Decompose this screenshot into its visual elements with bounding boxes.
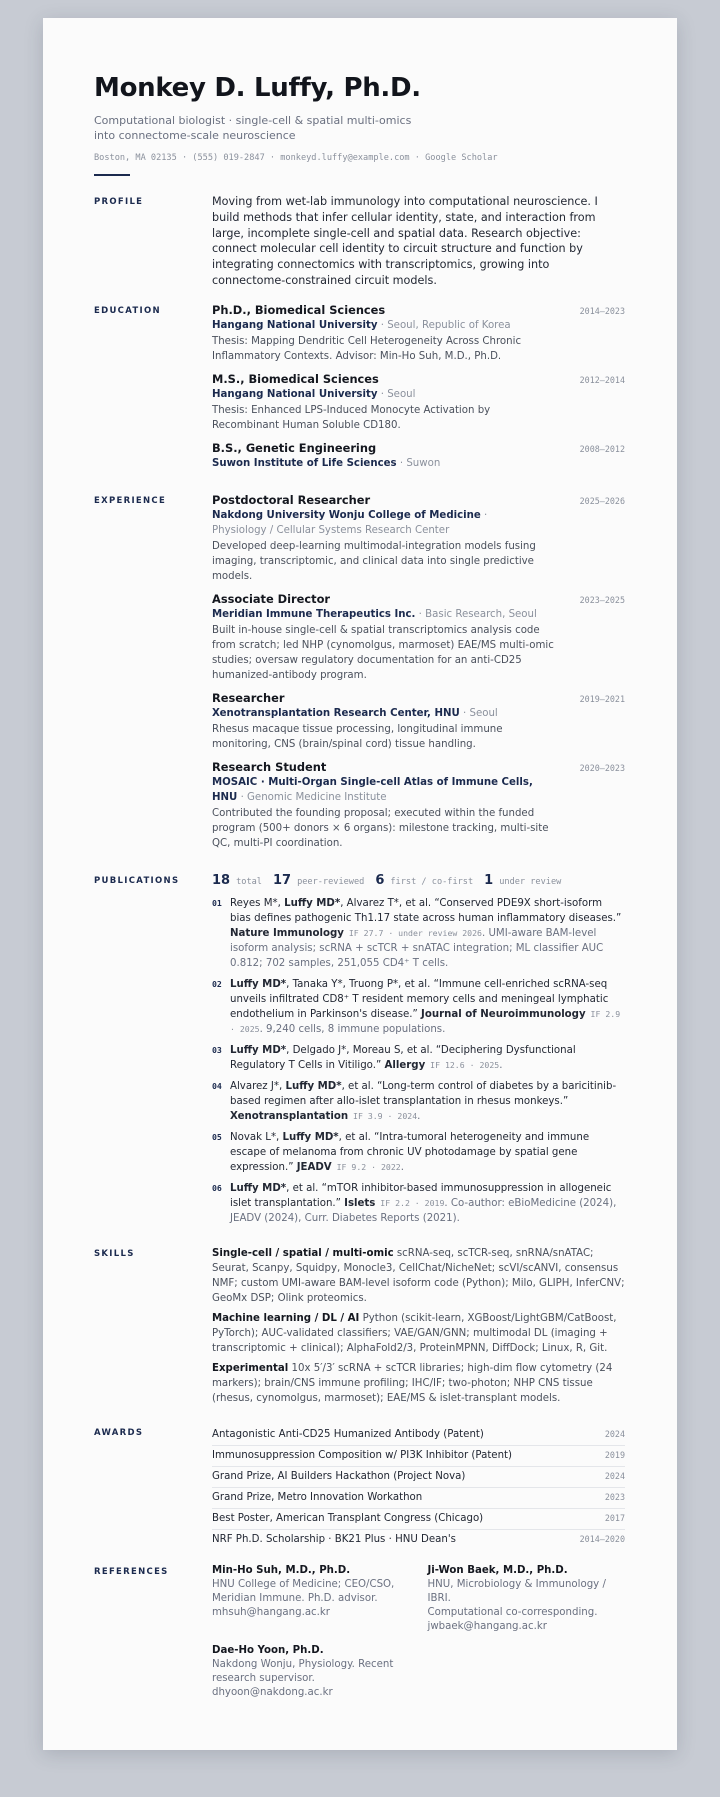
award-name: NRF Ph.D. Scholarship · BK21 Plus · HNU Dean's: [212, 1533, 456, 1545]
citation: , et al. “Long-term control of diabetes by a baricitinib-based regimen after allo-islet transplantation in rhesus monkeys.”: [230, 1080, 617, 1107]
entry-title: M.S., Biomedical Sciences: [212, 371, 379, 386]
publications-section: [94, 873, 625, 1232]
entry-location: · Physiology / Cellular Systems Research Center: [212, 509, 488, 536]
publication-item: [212, 1043, 625, 1073]
journal: Xenotransplantation: [230, 1110, 349, 1122]
entry-title: B.S., Genetic Engineering: [212, 440, 377, 455]
self-author: Luffy MD*: [282, 1131, 339, 1143]
reference-email: jwbaek@hangang.ac.kr: [427, 1620, 547, 1632]
entry-date: 2008–2012: [579, 443, 625, 454]
experience-entry: [212, 691, 625, 752]
publication-number: 04: [212, 1080, 222, 1091]
entry-description: Developed deep-learning multimodal-integration models fusing imaging, transcriptomic, and clinical data into single predictive models.: [212, 540, 536, 582]
reference-name: Min-Ho Suh, M.D., Ph.D.: [212, 1564, 351, 1576]
entry-date: 2019–2021: [579, 693, 625, 704]
entry-description: Contributed the founding proposal; executed within the funded program (500+ donors × 6 organs): milestone tracking, multi-site QC, multi-PI coordination.: [212, 807, 549, 849]
publication-meta: IF 3.9 · 2024: [348, 1110, 418, 1121]
stat-number: 18: [212, 872, 231, 888]
entry-date: 2025–2026: [579, 495, 625, 506]
award-name: Immunosuppression Composition w/ PI3K Inhibitor (Patent): [212, 1449, 513, 1461]
entry-org: Meridian Immune Therapeutics Inc.: [212, 608, 416, 620]
publication-number: 05: [212, 1131, 222, 1142]
reference-card: [428, 1564, 626, 1634]
reference-role: research supervisor.: [212, 1672, 315, 1684]
stat-number: 1: [484, 872, 494, 888]
education-section: [94, 303, 625, 479]
resume-page: [43, 18, 677, 1750]
citation: , et al. “mTOR inhibitor-based immunosuppression in allogeneic islet transplantation.”: [230, 1182, 612, 1209]
reference-role: Computational co-corresponding.: [427, 1606, 598, 1618]
publication-number: 06: [212, 1182, 222, 1193]
reference-card: [212, 1564, 410, 1634]
publication-meta: IF 2.9 · 2025: [230, 1008, 621, 1034]
reference-name: Dae-Ho Yoon, Ph.D.: [212, 1644, 324, 1656]
self-author: Luffy MD*: [230, 1182, 287, 1194]
reference-name: Ji-Won Baek, M.D., Ph.D.: [427, 1564, 568, 1576]
profile-section: [94, 194, 625, 289]
entry-location: · Seoul: [377, 388, 416, 400]
publication-number: 03: [212, 1044, 222, 1055]
publication-note: . Co-author: eBioMedicine (2024), JEADV (2024), Curr. Diabetes Reports (2021).: [230, 1197, 617, 1224]
publication-item: [212, 1079, 625, 1124]
award-name: Best Poster, American Transplant Congress (Chicago): [212, 1512, 484, 1524]
education-entry: [212, 372, 625, 433]
publication-number: 02: [212, 978, 222, 989]
entry-title: Postdoctoral Researcher: [212, 492, 371, 507]
reference-role: Meridian Immune. Ph.D. advisor.: [212, 1592, 378, 1604]
experience-entry: [212, 592, 625, 683]
award-item: [212, 1488, 625, 1509]
stat-label: under review: [499, 876, 562, 887]
skill-heading: Experimental: [212, 1362, 289, 1374]
entry-description: Built in-house single-cell & spatial transcriptomics analysis code from scratch; led NHP (cynomolgus, marmoset) EAE/MS multi-omic studies; oversaw regulatory documentation for an anti-CD25 humanized-antibody program.: [212, 624, 554, 681]
entry-date: 2023–2025: [579, 594, 625, 605]
reference-card: [212, 1644, 410, 1700]
award-name: Grand Prize, AI Builders Hackathon (Project Nova): [212, 1470, 466, 1482]
entry-location: · Basic Research, Seoul: [415, 608, 537, 620]
entry-location: · Genomic Medicine Institute: [237, 791, 387, 803]
publication-item: [212, 1130, 625, 1175]
entry-location: · Seoul: [459, 707, 498, 719]
entry-location: · Suwon: [396, 457, 441, 469]
section-label: PROFILE: [94, 197, 144, 207]
authors: Alvarez J*,: [230, 1080, 286, 1092]
stat-number: 6: [375, 872, 385, 888]
award-year: 2024: [604, 1428, 625, 1439]
publication-note: .: [417, 1110, 421, 1122]
reference-email: mhsuh@hangang.ac.kr: [212, 1606, 330, 1618]
skill-group: [212, 1311, 625, 1356]
experience-entry: [212, 760, 625, 851]
publication-meta: IF 2.2 · 2019: [375, 1197, 445, 1208]
award-year: 2019: [604, 1449, 625, 1460]
profile-text: Moving from wet-lab immunology into computational neuroscience. I build methods that infer cellular identity, state, and interaction from large, incomplete single-cell and spatial data. Research objective: connect molecular cell identity to circuit structure and function by integrating connectomics with transcriptomics, growing into connectome-constrained circuit models.: [212, 195, 598, 287]
publication-item: [212, 1181, 625, 1226]
publication-item: [212, 977, 625, 1037]
publication-note: .: [400, 1161, 404, 1173]
skill-text: scRNA-seq, scTCR-seq, snRNA/snATAC; Seurat, Scanpy, Squidpy, Monocle3, CellChat/NicheNet; scVI/scANVI, consensus NMF; custom UMI-aware BAM-level isoform code (Python); Milo, GLIPH, InferCNV; GeoMx DSP; Olink proteomics.: [212, 1247, 625, 1304]
experience-entry: [212, 493, 625, 584]
entry-description: Thesis: Mapping Dendritic Cell Heterogeneity Across Chronic Inflammatory Contexts. Advisor: Min-Ho Suh, M.D., Ph.D.: [212, 335, 522, 362]
citation: , Delgado J*, Moreau S, et al. “Deciphering Dysfunctional Regulatory T Cells in Vitiligo.”: [230, 1044, 576, 1071]
skill-heading: Machine learning / DL / AI: [212, 1312, 360, 1324]
skill-heading: Single-cell / spatial / multi-omic: [212, 1247, 394, 1259]
self-author: Luffy MD*: [230, 1044, 287, 1056]
entry-org: MOSAIC · Multi-Organ Single-cell Atlas of Immune Cells, HNU: [212, 776, 533, 803]
candidate-name: Monkey D. Luffy, Ph.D.: [94, 73, 421, 103]
entry-location: · Seoul, Republic of Korea: [377, 319, 511, 331]
journal: Allergy: [384, 1059, 426, 1071]
journal: Journal of Neuroimmunology: [421, 1008, 586, 1020]
journal: Nature Immunology: [230, 927, 344, 939]
publication-item: [212, 896, 625, 971]
award-year: 2024: [604, 1470, 625, 1481]
entry-description: Rhesus macaque tissue processing, longitudinal immune monitoring, CNS (brain/spinal cord) tissue handling.: [212, 723, 503, 750]
authors: Novak L*,: [230, 1131, 283, 1143]
award-name: Antagonistic Anti-CD25 Humanized Antibody (Patent): [212, 1428, 484, 1440]
reference-affiliation: Nakdong Wonju, Physiology. Recent: [212, 1658, 394, 1670]
section-label: PUBLICATIONS: [94, 875, 180, 886]
entry-org: Suwon Institute of Life Sciences: [212, 457, 397, 469]
education-entry: [212, 303, 625, 364]
award-item: [212, 1530, 625, 1550]
reference-email: dhyoon@nakdong.ac.kr: [212, 1686, 333, 1698]
entry-title: Research Student: [212, 759, 327, 774]
entry-description: Thesis: Enhanced LPS-Induced Monocyte Activation by Recombinant Human Soluble CD180.: [212, 404, 491, 431]
award-item: [212, 1509, 625, 1530]
section-label: SKILLS: [94, 1248, 135, 1259]
section-label: EDUCATION: [94, 305, 161, 316]
publication-meta: IF 12.6 · 2025: [425, 1059, 500, 1070]
skill-text: Python (scikit-learn, XGBoost/LightGBM/CatBoost, PyTorch); AUC-validated classifiers; VAE/GAN/GNN; multimodal DL (imaging + transcriptomic + clinical); AlphaFold2/3, ProteinMPNN, DiffDock; Linux, R, Git.: [212, 1312, 617, 1354]
section-label: REFERENCES: [94, 1566, 169, 1577]
contact-line: Boston, MA 02135 · (555) 019-2847 · monkeyd.luffy@example.com · Google Scholar: [94, 153, 498, 163]
entry-org: Xenotransplantation Research Center, HNU: [212, 707, 460, 719]
section-label: AWARDS: [94, 1427, 144, 1438]
self-author: Luffy MD*: [285, 1080, 342, 1092]
entry-title: Associate Director: [212, 591, 331, 606]
publication-note: . 9,240 cells, 8 immune populations.: [259, 1023, 446, 1035]
publication-stats: [212, 873, 625, 888]
entry-org: Hangang National University: [212, 319, 378, 331]
publication-number: 01: [212, 897, 222, 908]
publication-meta: IF 27.7 · under review 2026: [343, 927, 482, 938]
entry-title: Ph.D., Biomedical Sciences: [212, 302, 386, 317]
award-year: 2014–2020: [579, 1533, 625, 1544]
publication-note: . UMI-aware BAM-level isoform analysis; scRNA + scTCR + snATAC integration; ML classifier AUC 0.812; 702 samples, 251,055 CD4⁺ T cells.: [230, 927, 604, 969]
self-author: Luffy MD*: [284, 897, 341, 909]
citation: , et al. “Intra-tumoral heterogeneity and immune escape of melanoma from chronic UV photodamage by spatial gene expression.”: [230, 1131, 590, 1173]
skill-group: [212, 1246, 625, 1306]
award-item: [212, 1467, 625, 1488]
entry-title: Researcher: [212, 690, 285, 705]
skill-group: [212, 1361, 625, 1406]
entry-date: 2020–2023: [579, 762, 625, 773]
award-item: [212, 1425, 625, 1446]
entry-date: 2012–2014: [579, 374, 625, 385]
award-name: Grand Prize, Metro Innovation Workathon: [212, 1491, 423, 1503]
header-rule: [94, 174, 130, 176]
entry-date: 2014–2023: [579, 305, 625, 316]
stat-label: first / co-first: [390, 876, 474, 887]
education-entry: [212, 441, 625, 471]
journal: Islets: [344, 1197, 376, 1209]
publication-note: .: [499, 1059, 503, 1071]
reference-affiliation: HNU College of Medicine; CEO/CSO,: [212, 1578, 395, 1590]
section-label: EXPERIENCE: [94, 495, 167, 506]
citation: , Alvarez T*, et al. “Conserved PDE9X short-isoform bias defines pathogenic Th1.17 state across human inflammatory diseases.”: [230, 897, 622, 924]
references-section: [94, 1564, 625, 1700]
stat-label: total: [236, 876, 262, 887]
skills-section: [94, 1246, 625, 1411]
experience-section: [94, 493, 625, 859]
journal: JEADV: [296, 1161, 332, 1173]
entry-org: Nakdong University Wonju College of Medicine: [212, 509, 481, 521]
award-year: 2023: [604, 1491, 625, 1502]
citation: , Tanaka Y*, Truong P*, et al. “Immune cell-enriched scRNA-seq unveils infiltrated CD8⁺ T resident memory cells and meningeal lymphatic endothelium in Parkinson's disease.”: [230, 978, 609, 1020]
tagline: Computational biologist · single-cell & spatial multi-omics into connectome-scale neuroscience: [94, 114, 412, 142]
publication-meta: IF 9.2 · 2022: [331, 1161, 401, 1172]
reference-affiliation: HNU, Microbiology & Immunology / IBRI.: [427, 1578, 606, 1604]
award-year: 2017: [604, 1512, 625, 1523]
stat-label: peer-reviewed: [297, 876, 365, 887]
award-item: [212, 1446, 625, 1467]
authors: Reyes M*,: [230, 897, 285, 909]
entry-org: Hangang National University: [212, 388, 378, 400]
stat-number: 17: [272, 872, 292, 888]
awards-section: [94, 1425, 625, 1550]
skill-text: 10x 5′/3′ scRNA + scTCR libraries; high-dim flow cytometry (24 markers); brain/CNS immune profiling; IHC/IF; two-photon; NHP CNS tissue (rhesus, cynomolgus, marmoset); EAE/MS & islet-transplant models.: [212, 1362, 613, 1404]
self-author: Luffy MD*: [230, 978, 287, 990]
